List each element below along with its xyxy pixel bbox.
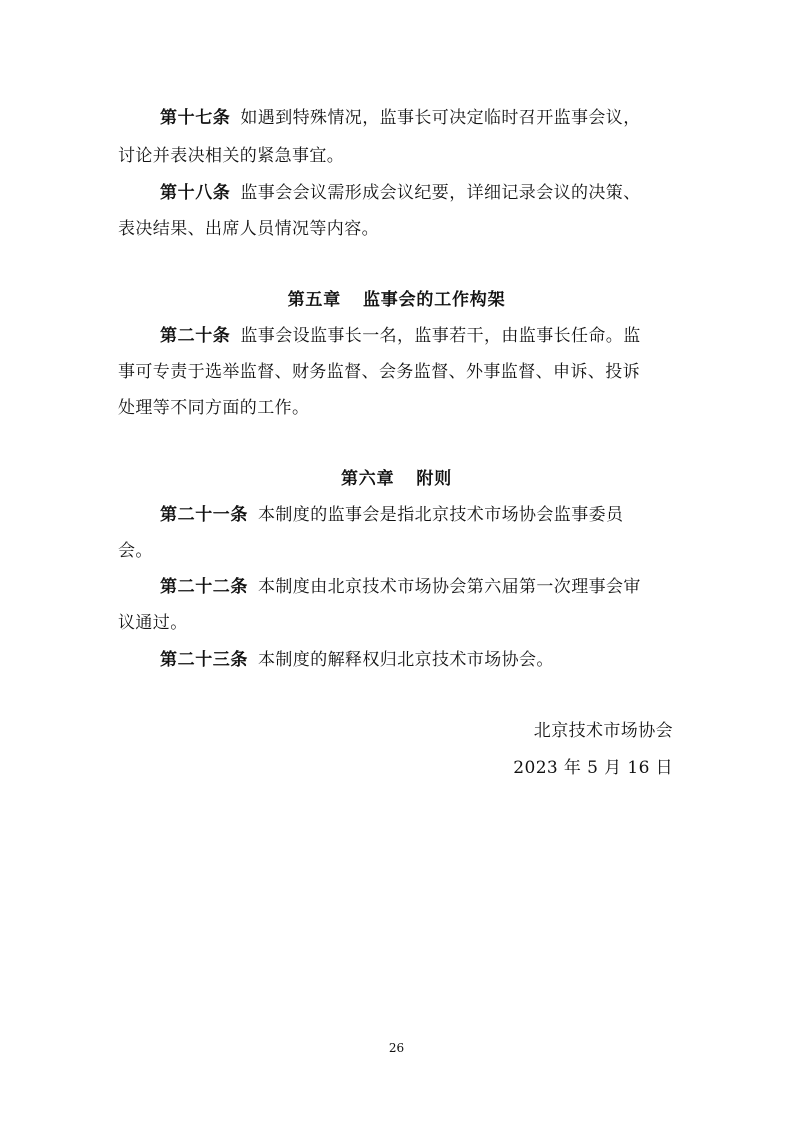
signature-organization: 北京技术市场协会	[533, 721, 673, 741]
article-18-line-1	[160, 183, 680, 203]
article-20-line-2: 事可专责于选举监督、财务监督、会务监督、外事监督、申诉、投诉	[118, 362, 640, 382]
chapter-6-title: 附则	[416, 469, 452, 489]
article-18-label: 第十八条	[160, 183, 231, 203]
page-number: 26	[388, 1041, 405, 1055]
chapter-5-number: 第五章	[287, 290, 341, 310]
article-21-line-1	[160, 505, 680, 525]
article-23-line-1	[160, 650, 680, 670]
article-20-line-3: 处理等不同方面的工作。	[118, 398, 310, 418]
article-17-label: 第十七条	[160, 108, 231, 128]
chapter-6-number: 第六章	[340, 469, 395, 489]
article-20-line-1	[160, 326, 680, 346]
article-20-label: 第二十条	[160, 326, 231, 346]
article-18-line-2: 表决结果、出席人员情况等内容。	[118, 219, 379, 239]
chapter-5-heading	[0, 290, 793, 310]
article-21-text-1: 本制度的监事会是指北京技术市场协会监事委员	[258, 505, 624, 525]
article-17-text-1: 如遇到特殊情况，监事长可决定临时召开监事会议，	[240, 108, 641, 128]
article-17-line-2: 讨论并表决相关的紧急事宜。	[118, 146, 345, 166]
article-22-line-1	[160, 577, 680, 597]
article-22-text-1: 本制度由北京技术市场协会第六届第一次理事会审	[258, 577, 641, 597]
article-22-line-2: 议通过。	[118, 613, 188, 633]
chapter-6-heading	[0, 469, 793, 489]
chapter-5-title: 监事会的工作构架	[363, 290, 506, 310]
article-20-text-1: 监事会设监事长一名，监事若干，由监事长任命。监	[240, 326, 641, 346]
article-23-text-1: 本制度的解释权归北京技术市场协会。	[258, 650, 554, 670]
article-21-line-2: 会。	[118, 541, 153, 561]
article-18-text-1: 监事会会议需形成会议纪要，详细记录会议的决策、	[240, 183, 641, 203]
article-22-label: 第二十二条	[160, 577, 248, 597]
signature-date: 2023 年 5 月 16 日	[513, 758, 673, 778]
article-23-label: 第二十三条	[160, 650, 248, 670]
article-17-line-1	[160, 108, 680, 128]
article-21-label: 第二十一条	[160, 505, 248, 525]
